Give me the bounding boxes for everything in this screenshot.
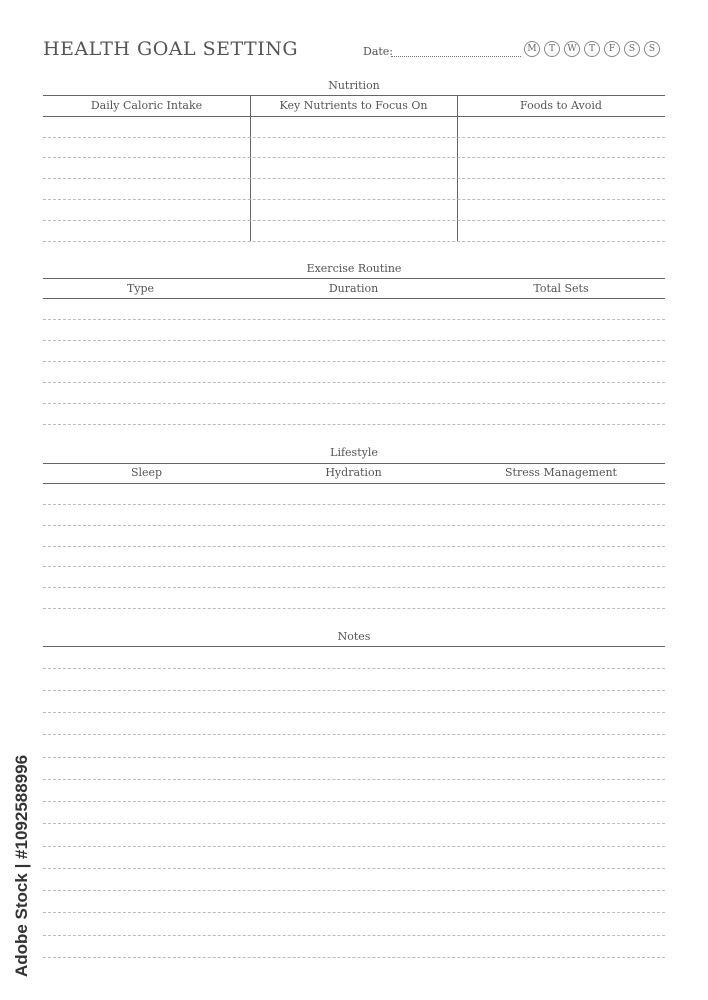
column-header: Daily Caloric Intake <box>90 99 203 112</box>
column-header: Type <box>126 282 155 295</box>
writing-line[interactable] <box>43 890 665 891</box>
column-header: Stress Management <box>505 466 617 479</box>
weekday-circles <box>524 41 660 57</box>
writing-line[interactable] <box>43 199 665 200</box>
day-circle: S <box>644 41 660 57</box>
writing-line[interactable] <box>43 587 665 588</box>
stock-watermark-text: Adobe Stock | #1092588996 <box>12 754 31 978</box>
writing-line[interactable] <box>43 690 665 691</box>
table-top-rule <box>43 463 665 464</box>
page-title: HEALTH GOAL SETTING <box>43 38 299 60</box>
writing-line[interactable] <box>43 757 665 758</box>
writing-line[interactable] <box>43 868 665 869</box>
writing-line[interactable] <box>43 546 665 547</box>
column-header: Key Nutrients to Focus On <box>279 99 428 112</box>
writing-line[interactable] <box>43 668 665 669</box>
writing-line[interactable] <box>43 712 665 713</box>
date-label: Date: <box>363 45 394 58</box>
writing-line[interactable] <box>43 935 665 936</box>
day-circle: W <box>564 41 580 57</box>
section-title: Exercise Routine <box>306 262 402 275</box>
header-rule <box>43 298 665 299</box>
header-rule <box>43 116 665 117</box>
writing-line[interactable] <box>43 525 665 526</box>
writing-line[interactable] <box>43 340 665 341</box>
writing-line[interactable] <box>43 178 665 179</box>
notes-top-rule <box>43 646 665 647</box>
column-header: Duration <box>328 282 379 295</box>
column-header: Hydration <box>325 466 382 479</box>
writing-line[interactable] <box>43 403 665 404</box>
writing-line[interactable] <box>43 846 665 847</box>
date-field-line <box>391 56 521 57</box>
writing-line[interactable] <box>43 137 665 138</box>
section-title: Lifestyle <box>330 446 378 459</box>
day-circle: T <box>544 41 560 57</box>
writing-line[interactable] <box>43 957 665 958</box>
writing-line[interactable] <box>43 912 665 913</box>
stock-watermark <box>10 748 34 984</box>
day-circle: S <box>624 41 640 57</box>
table-top-rule <box>43 278 665 279</box>
writing-line[interactable] <box>43 801 665 802</box>
day-circle: T <box>584 41 600 57</box>
column-header: Total Sets <box>533 282 589 295</box>
column-header: Foods to Avoid <box>520 99 602 112</box>
writing-line[interactable] <box>43 220 665 221</box>
writing-line[interactable] <box>43 779 665 780</box>
section-title: Notes <box>337 630 371 643</box>
writing-line[interactable] <box>43 504 665 505</box>
writing-line[interactable] <box>43 566 665 567</box>
writing-line[interactable] <box>43 823 665 824</box>
writing-line[interactable] <box>43 157 665 158</box>
writing-line[interactable] <box>43 319 665 320</box>
writing-line[interactable] <box>43 361 665 362</box>
writing-line[interactable] <box>43 241 665 242</box>
writing-line[interactable] <box>43 734 665 735</box>
column-header: Sleep <box>130 466 163 479</box>
header-rule <box>43 483 665 484</box>
writing-line[interactable] <box>43 382 665 383</box>
day-circle: F <box>604 41 620 57</box>
section-title: Nutrition <box>328 79 380 92</box>
table-top-rule <box>43 95 665 96</box>
writing-line[interactable] <box>43 424 665 425</box>
day-circle: M <box>524 41 540 57</box>
writing-line[interactable] <box>43 608 665 609</box>
